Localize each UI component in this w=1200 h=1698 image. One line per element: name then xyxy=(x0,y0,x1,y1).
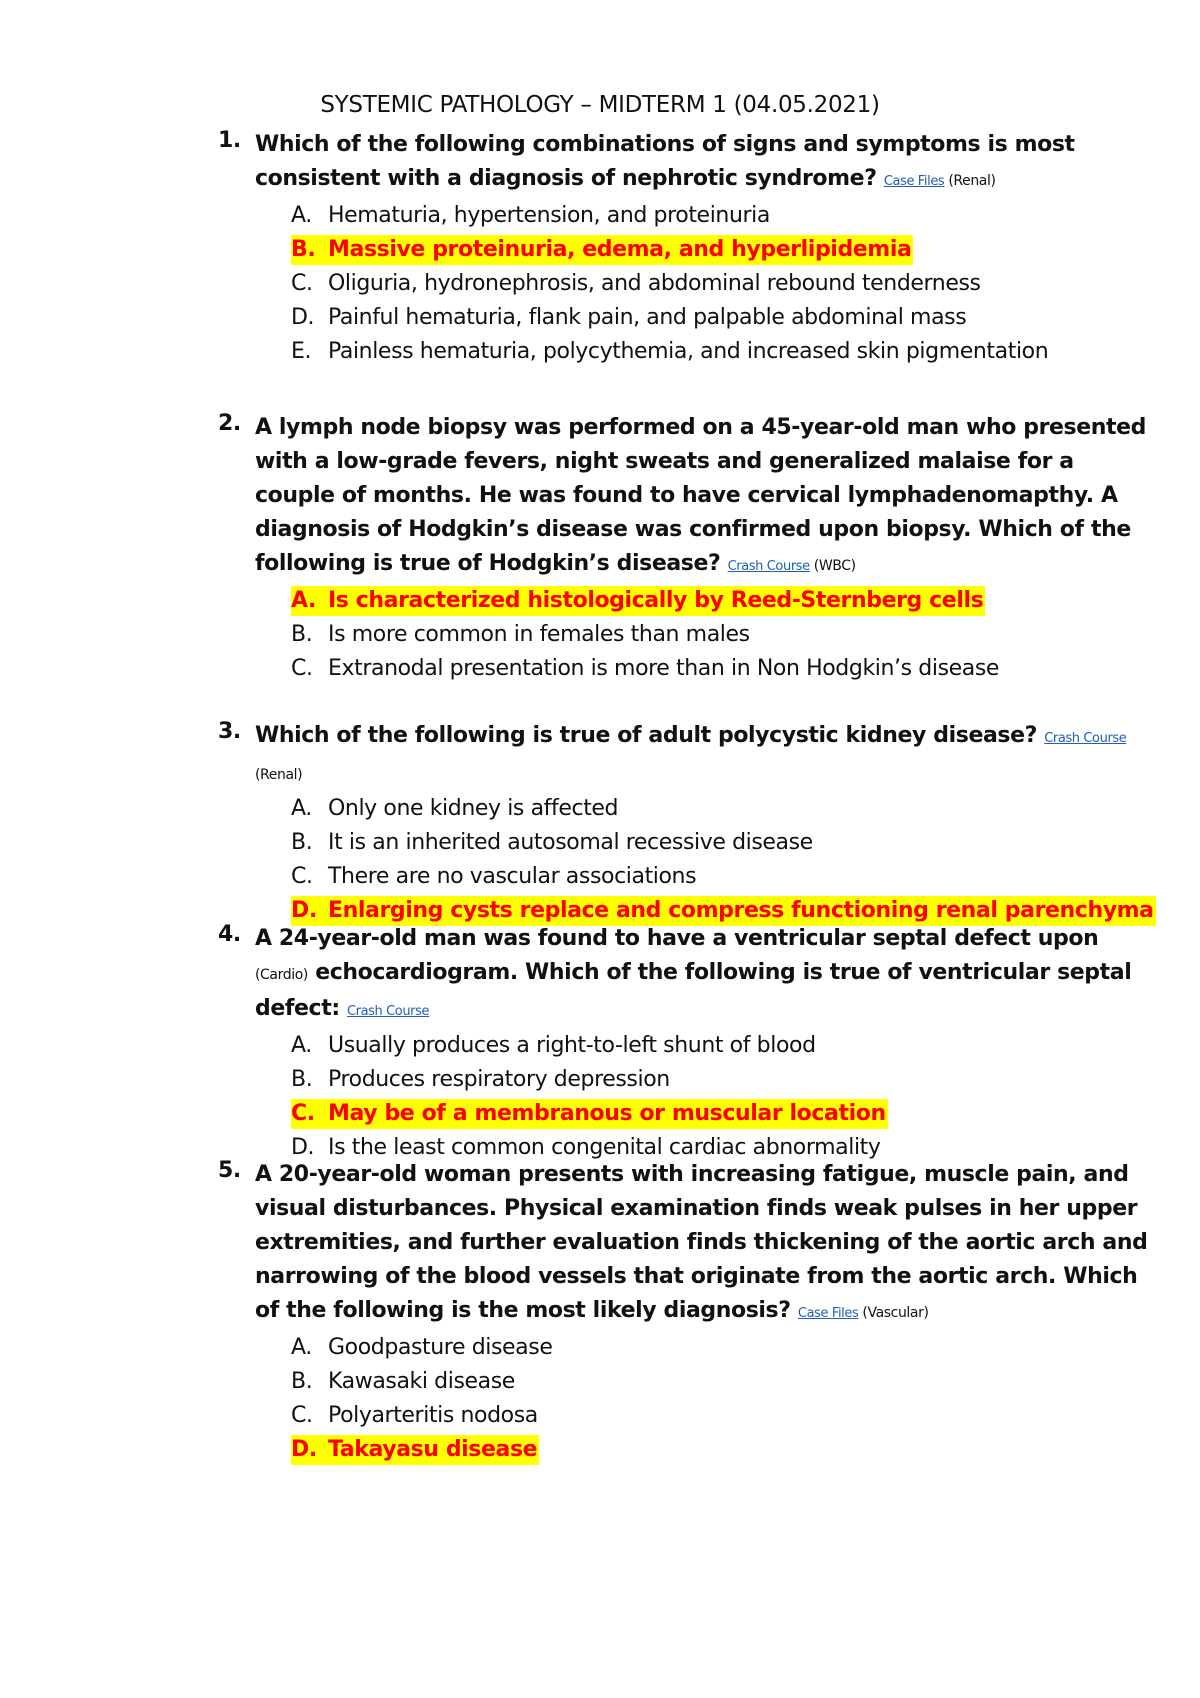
option-letter: B. xyxy=(291,622,313,647)
option-letter: E. xyxy=(291,339,312,364)
option-text: Produces respiratory depression xyxy=(328,1067,670,1092)
answer-options xyxy=(218,792,1158,928)
option-text: Takayasu disease xyxy=(328,1437,538,1462)
option-text: Is the least common congenital cardiac abnormality xyxy=(328,1135,881,1160)
highlighted-answer xyxy=(291,1099,888,1129)
question-stem: A lymph node biopsy was performed on a 45-year-old man who presented with a low-grade fevers, night sweats and generalized malaise for a couple of months. He was found to have cervical lymphadenomapthy. A diagnosis of Hodgkin’s disease was confirmed upon biopsy. Which of the following is true of Hodgkin’s disease? xyxy=(255,415,1147,576)
option-letter: C. xyxy=(291,1101,315,1126)
page-title: SYSTEMIC PATHOLOGY – MIDTERM 1 (04.05.2021) xyxy=(320,92,880,118)
source-category: (Cardio) xyxy=(255,967,308,983)
option-letter: C. xyxy=(291,656,313,681)
question-3 xyxy=(218,719,1158,928)
question-text xyxy=(255,411,1158,584)
answer-option xyxy=(291,618,1158,652)
option-letter: C. xyxy=(291,271,313,296)
highlighted-answer xyxy=(291,586,985,616)
option-letter: B. xyxy=(291,1369,313,1394)
answer-option xyxy=(291,301,1158,335)
option-text: Is characterized histologically by Reed-Sternberg cells xyxy=(328,588,984,613)
answer-option-correct xyxy=(291,233,1158,267)
option-letter: D. xyxy=(291,898,317,923)
source-category: (Vascular) xyxy=(858,1305,929,1321)
question-2 xyxy=(218,411,1158,686)
question-stem: A 20-year-old woman presents with increasing fatigue, muscle pain, and visual disturbances. Physical examination finds weak pulses in her upper extremities, and further evaluation finds thickening of the aortic arch and narrowing of the blood vessels that originate from the aortic arch. Which of the following is the most likely diagnosis? xyxy=(255,1162,1148,1323)
answer-option xyxy=(291,199,1158,233)
option-letter: A. xyxy=(291,203,312,228)
option-letter: B. xyxy=(291,1067,313,1092)
answer-option xyxy=(291,1365,1158,1399)
option-text: It is an inherited autosomal recessive disease xyxy=(328,830,813,855)
option-letter: B. xyxy=(291,830,313,855)
option-text: Polyarteritis nodosa xyxy=(328,1403,538,1428)
answer-option xyxy=(291,335,1158,369)
answer-options xyxy=(218,1029,1158,1165)
answer-option xyxy=(291,860,1158,894)
question-1 xyxy=(218,128,1158,369)
highlighted-answer xyxy=(291,235,913,265)
option-text: Oliguria, hydronephrosis, and abdominal rebound tenderness xyxy=(328,271,981,296)
option-text: Massive proteinuria, edema, and hyperlipidemia xyxy=(328,237,912,262)
option-text: Goodpasture disease xyxy=(328,1335,553,1360)
question-text xyxy=(255,719,1158,792)
option-letter: A. xyxy=(291,796,312,821)
source-link[interactable]: Case Files xyxy=(797,1306,859,1321)
answer-option xyxy=(291,1029,1158,1063)
answer-option xyxy=(291,1399,1158,1433)
question-stem: Which of the following combinations of signs and symptoms is most consistent with a diagnosis of nephrotic syndrome? xyxy=(255,132,1075,191)
answer-option xyxy=(291,826,1158,860)
option-text: Only one kidney is affected xyxy=(328,796,619,821)
answer-option xyxy=(291,1063,1158,1097)
option-text: Hematuria, hypertension, and proteinuria xyxy=(328,203,770,228)
question-text xyxy=(255,1158,1158,1331)
answer-option xyxy=(291,792,1158,826)
option-letter: D. xyxy=(291,1135,315,1160)
option-letter: B. xyxy=(291,237,316,262)
option-text: There are no vascular associations xyxy=(328,864,697,889)
answer-option xyxy=(291,652,1158,686)
question-stem-continued: echocardiogram. Which of the following is true of ventricular septal defect: xyxy=(255,960,1132,1021)
option-text: Enlarging cysts replace and compress functioning renal parenchyma xyxy=(328,898,1154,923)
option-text: Painful hematuria, flank pain, and palpable abdominal mass xyxy=(328,305,967,330)
option-text: Painless hematuria, polycythemia, and increased skin pigmentation xyxy=(328,339,1049,364)
option-letter: A. xyxy=(291,1335,312,1360)
option-text: May be of a membranous or muscular location xyxy=(328,1101,886,1126)
answer-options xyxy=(218,199,1158,369)
highlighted-answer xyxy=(291,1435,539,1465)
question-number: 4. xyxy=(218,922,241,947)
option-letter: A. xyxy=(291,588,316,613)
option-letter: C. xyxy=(291,864,313,889)
source-category: (Renal) xyxy=(944,173,996,189)
option-text: Extranodal presentation is more than in Non Hodgkin’s disease xyxy=(328,656,1000,681)
source-link[interactable]: Crash Course xyxy=(727,559,810,574)
question-text xyxy=(255,922,1158,1029)
answer-options xyxy=(218,1331,1158,1467)
source-category: (Renal) xyxy=(255,767,303,783)
question-5 xyxy=(218,1158,1158,1467)
option-text: Usually produces a right-to-left shunt of blood xyxy=(328,1033,816,1058)
question-number: 3. xyxy=(218,719,241,744)
answer-options xyxy=(218,584,1158,686)
source-link[interactable]: Crash Course xyxy=(1044,731,1127,746)
answer-option xyxy=(291,267,1158,301)
question-stem: A 24-year-old man was found to have a ventricular septal defect upon xyxy=(255,926,1099,951)
source-link[interactable]: Case Files xyxy=(883,174,945,189)
answer-option-correct xyxy=(291,1433,1158,1467)
option-text: Is more common in females than males xyxy=(328,622,750,647)
question-number: 1. xyxy=(218,128,241,153)
option-letter: D. xyxy=(291,305,315,330)
question-number: 2. xyxy=(218,411,241,436)
answer-option-correct xyxy=(291,584,1158,618)
source-link[interactable]: Crash Course xyxy=(346,1004,430,1019)
question-number: 5. xyxy=(218,1158,241,1183)
answer-option-correct xyxy=(291,1097,1158,1131)
option-letter: C. xyxy=(291,1403,313,1428)
source-category: (WBC) xyxy=(809,558,856,574)
option-letter: A. xyxy=(291,1033,312,1058)
question-stem: Which of the following is true of adult polycystic kidney disease? xyxy=(255,723,1045,748)
question-text xyxy=(255,128,1158,199)
question-4 xyxy=(218,922,1158,1165)
option-text: Kawasaki disease xyxy=(328,1369,515,1394)
answer-option xyxy=(291,1331,1158,1365)
option-letter: D. xyxy=(291,1437,317,1462)
